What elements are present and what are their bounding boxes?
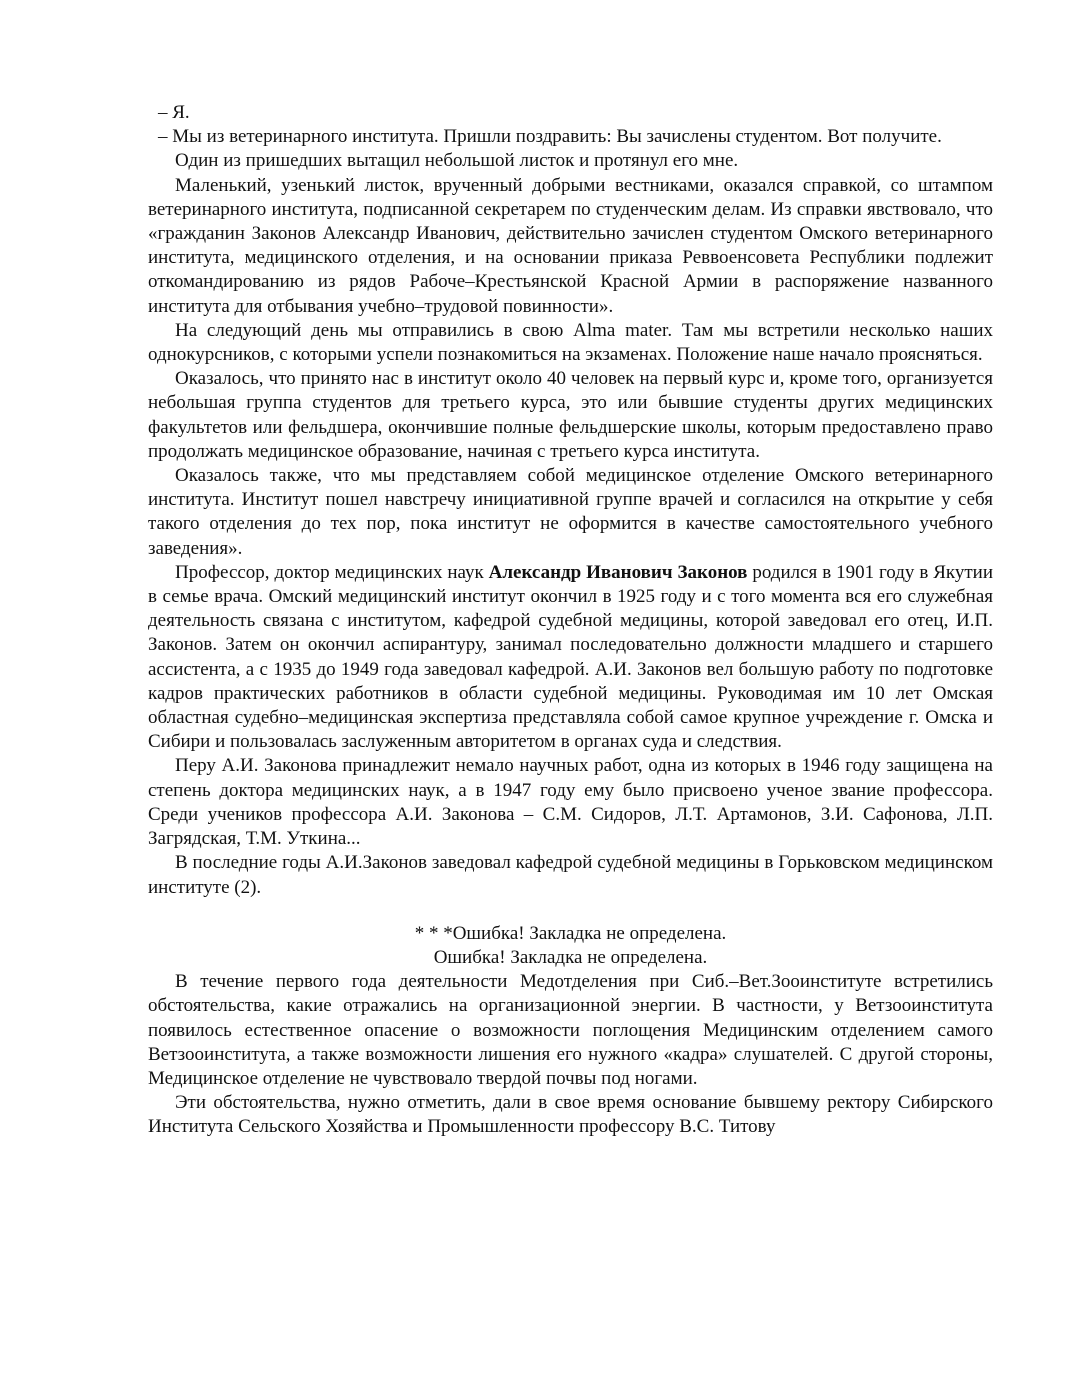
- bio-text-after: родился в 1901 году в Якутии в семье врача. Омский медицинский институт окончил в 1925 году и с того момента вся его служебная деятельность связана с институтом, кафедрой судебной медицины, которой заведовал его отец, И.П. Законов. Затем он окончил аспирантуру, занимал последовательно должности младшего и старшего ассистента, а с 1935 до 1949 года заведовал кафедрой. А.И. Законов вел большую работу по подготовке кадров практических работников в области судебной медицины. Руководимая им 10 лет Омская областная судебно–медицинская экспертиза представляла собой самое крупное учреждение г. Омска и Сибири и пользовалась заслуженным авторитетом в органах суда и следствия.: [148, 561, 993, 753]
- bio-paragraph: [148, 561, 993, 755]
- bio-name: Александр Иванович Законов: [488, 561, 748, 583]
- paragraph: В течение первого года деятельности Медотделения при Сиб.–Вет.Зооинституте встретились обстоятельства, какие отражались на организационной энергии. В частности, у Ветзооинститута появилось естественное опасение о возможности поглощения Медицинским отделением самого Ветзооинститута, а также возможности лишения его нужного «кадра» слушателей. С другой стороны, Медицинское отделение не чувствовало твердой почвы под ногами.: [148, 971, 993, 1089]
- dialogue-line: – Мы из ветеринарного института. Пришли поздравить: Вы зачислены студентом. Вот получите.: [158, 126, 942, 148]
- paragraph: Маленький, узенький листок, врученный добрыми вестниками, оказался справкой, со штампом ветеринарного института, подписанной секретарем по студенческим делам. Из справки явствовало, что «гражданин Законов Александр Иванович, действительно зачислен студентом Омского ветеринарного института, медицинского отделения, и на основании приказа Реввоенсовета Республики подлежит откомандированию из рядов Рабоче–Крестьянской Красной Армии в распоряжение названного института для отбывания учебно–трудовой повинности».: [148, 174, 993, 317]
- paragraph: Оказалось также, что мы представляем собой медицинское отделение Омского ветеринарного института. Институт пошел навстречу инициативной группе врачей и согласился на открытие у себя такого отделения до тех пор, пока институт не оформится в качестве самостоятельного учебного заведения».: [148, 465, 993, 559]
- document-page: [148, 101, 993, 1140]
- paragraph: В последние годы А.И.Законов заведовал кафедрой судебной медицины в Горьковском медицинском институте (2).: [148, 852, 993, 898]
- section-separator: * * *Ошибка! Закладка не определена.: [414, 922, 727, 944]
- dialogue-line: – Я.: [158, 102, 190, 123]
- paragraph: Оказалось, что принято нас в институт около 40 человек на первый курс и, кроме того, организуется небольшая группа студентов для третьего курса, это или бывшие студенты других медицинских факультетов или фельдшера, окончившие полные фельдшерские школы, которым предоставлено право продолжать медицинское образование, начиная с третьего курса института.: [148, 368, 993, 462]
- bio-text-before: Профессор, доктор медицинских наук: [175, 561, 489, 583]
- paragraph: Эти обстоятельства, нужно отметить, дали в свое время основание бывшему ректору Сибирского Института Сельского Хозяйства и Промышленности профессору В.С. Титову: [148, 1092, 993, 1138]
- bookmark-error: Ошибка! Закладка не определена.: [433, 946, 708, 968]
- paragraph: Перу А.И. Законова принадлежит немало научных работ, одна из которых в 1946 году защищена на степень доктора медицинских наук, а в 1947 году ему было присвоено ученое звание профессора. Среди учеников профессора А.И. Законова – С.М. Сидоров, Л.Т. Артамонов, З.И. Сафонова, Л.П. Загрядская, Т.М. Уткина...: [148, 755, 993, 850]
- paragraph: Один из пришедших вытащил небольшой листок и протянул его мне.: [175, 150, 739, 172]
- paragraph: На следующий день мы отправились в свою Alma mater. Там мы встретили несколько наших однокурсников, с которыми успели познакомиться на экзаменах. Положение наше начало проясняться.: [148, 319, 993, 366]
